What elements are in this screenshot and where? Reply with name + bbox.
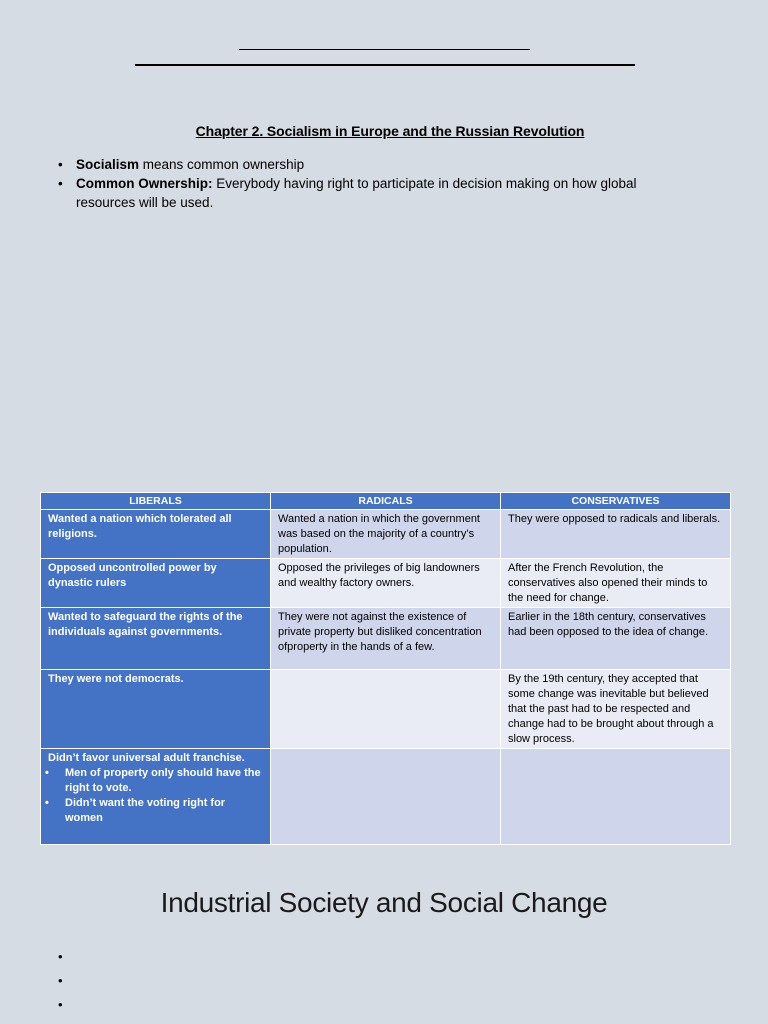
definition-term: Socialism — [76, 157, 140, 172]
chapter-title: Chapter 2. Socialism in Europe and the Russian Revolution — [195, 123, 585, 139]
table-header-row — [41, 493, 731, 510]
cell-liberals — [41, 749, 271, 845]
cell-radicals: Opposed the privileges of big landowners and wealthy factory owners. — [271, 559, 501, 608]
header-rule-long — [135, 64, 635, 66]
definitions-list — [58, 155, 698, 212]
table-row — [41, 559, 731, 608]
ideologies-comparison-table — [40, 492, 731, 845]
cell-conservatives: They were opposed to radicals and liberals. — [501, 510, 731, 559]
table-row — [41, 670, 731, 749]
cell-radicals — [271, 670, 501, 749]
cell-radicals — [271, 749, 501, 845]
header-rule-short — [239, 49, 530, 50]
cell-radicals: Wanted a nation in which the government was based on the majority of a country’s population. — [271, 510, 501, 559]
header-liberals: LIBERALS — [41, 493, 271, 510]
definition-text: means common ownership — [139, 157, 305, 172]
cell-liberals: Opposed uncontrolled power by dynastic rulers — [41, 559, 271, 608]
list-item: • — [58, 997, 63, 1012]
definition-item — [58, 174, 698, 212]
cell-conservatives: After the French Revolution, the conservatives also opened their minds to the need for change. — [501, 559, 731, 608]
cell-conservatives: Earlier in the 18th century, conservatives had been opposed to the idea of change. — [501, 608, 731, 670]
cell-liberals-bullets — [48, 766, 263, 826]
definition-term: Common Ownership: — [76, 176, 213, 191]
list-item: • Men of property only should have the right to vote. — [48, 766, 263, 796]
table-row — [41, 510, 731, 559]
list-item: • Didn’t want the voting right for women — [48, 796, 263, 826]
cell-liberals: They were not democrats. — [41, 670, 271, 749]
cell-liberals: Wanted to safeguard the rights of the individuals against governments. — [41, 608, 271, 670]
definition-item — [58, 155, 698, 174]
cell-conservatives: By the 19th century, they accepted that some change was inevitable but believed that the past had to be respected and change had to be brought about through a slow process. — [501, 670, 731, 749]
section-title: Industrial Society and Social Change — [160, 887, 608, 918]
empty-bullet-list — [58, 945, 63, 1017]
cell-liberals-text: Didn’t favor universal adult franchise. — [48, 752, 245, 764]
header-conservatives: CONSERVATIVES — [501, 493, 731, 510]
table-row — [41, 749, 731, 845]
cell-radicals: They were not against the existence of private property but disliked concentration ofproperty in the hands of a few. — [271, 608, 501, 670]
cell-liberals: Wanted a nation which tolerated all religions. — [41, 510, 271, 559]
list-item: • — [58, 949, 63, 964]
list-item: • — [58, 973, 63, 988]
definition-text: Everybody having right to participate in decision making on how global resources will be used. — [76, 176, 637, 210]
table-row — [41, 608, 731, 670]
header-radicals: RADICALS — [271, 493, 501, 510]
cell-conservatives — [501, 749, 731, 845]
